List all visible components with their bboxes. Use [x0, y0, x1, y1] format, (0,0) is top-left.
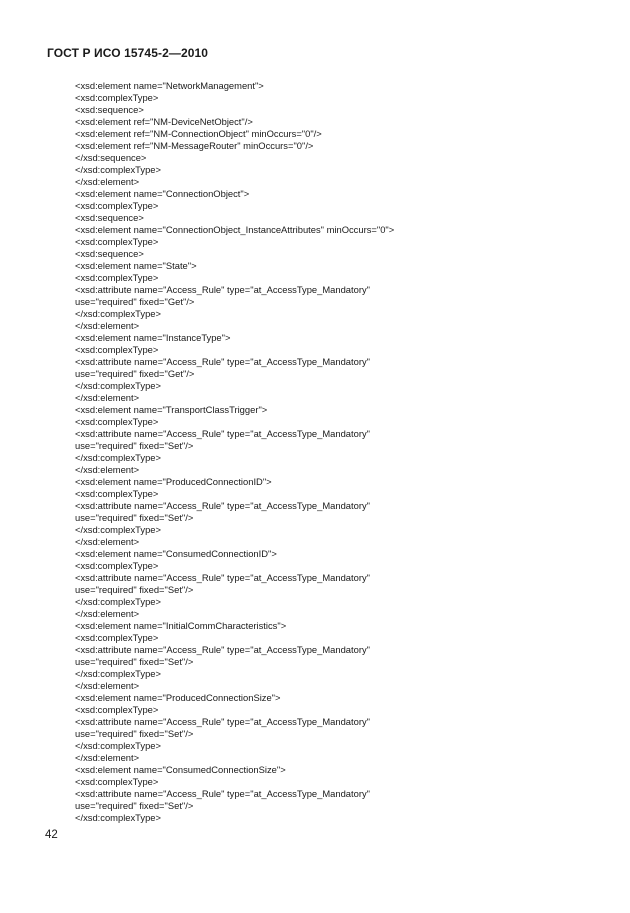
code-line: use="required" fixed="Set"/> — [75, 656, 194, 667]
code-line: <xsd:attribute name="Access_Rule" type="at_AccessType_Mandatory" — [75, 500, 370, 511]
code-line: <xsd:element name="NetworkManagement"> — [75, 80, 264, 91]
code-line: <xsd:complexType> — [75, 416, 159, 427]
code-line: <xsd:element name="InstanceType"> — [75, 332, 231, 343]
code-line: </xsd:complexType> — [75, 740, 161, 751]
code-line: <xsd:attribute name="Access_Rule" type="at_AccessType_Mandatory" — [75, 572, 370, 583]
code-line: use="required" fixed="Set"/> — [75, 440, 194, 451]
code-line: <xsd:complexType> — [75, 632, 159, 643]
code-line: <xsd:element name="ConnectionObject"> — [75, 188, 250, 199]
code-line: <xsd:element ref="NM-ConnectionObject" minOccurs="0"/> — [75, 128, 322, 139]
code-line: <xsd:attribute name="Access_Rule" type="at_AccessType_Mandatory" — [75, 428, 370, 439]
code-line: </xsd:sequence> — [75, 152, 147, 163]
code-line: use="required" fixed="Set"/> — [75, 800, 194, 811]
code-line: <xsd:complexType> — [75, 704, 159, 715]
code-line: <xsd:element name="ConsumedConnectionID"> — [75, 548, 277, 559]
code-line: </xsd:element> — [75, 176, 140, 187]
code-line: <xsd:complexType> — [75, 236, 159, 247]
code-line: </xsd:complexType> — [75, 596, 161, 607]
code-line: </xsd:element> — [75, 752, 140, 763]
code-line: use="required" fixed="Get"/> — [75, 368, 195, 379]
code-line: <xsd:complexType> — [75, 344, 159, 355]
code-line: <xsd:sequence> — [75, 248, 144, 259]
code-line: </xsd:element> — [75, 392, 140, 403]
code-line: <xsd:complexType> — [75, 776, 159, 787]
code-line: </xsd:element> — [75, 680, 140, 691]
code-line: </xsd:complexType> — [75, 380, 161, 391]
code-line: </xsd:complexType> — [75, 812, 161, 823]
code-line: <xsd:sequence> — [75, 212, 144, 223]
code-line: </xsd:complexType> — [75, 452, 161, 463]
code-line: <xsd:attribute name="Access_Rule" type="at_AccessType_Mandatory" — [75, 644, 370, 655]
code-line: </xsd:complexType> — [75, 668, 161, 679]
code-line: </xsd:complexType> — [75, 164, 161, 175]
code-line: <xsd:element ref="NM-MessageRouter" minOccurs="0"/> — [75, 140, 314, 151]
code-line: <xsd:attribute name="Access_Rule" type="at_AccessType_Mandatory" — [75, 284, 370, 295]
code-line: use="required" fixed="Get"/> — [75, 296, 195, 307]
code-line: <xsd:attribute name="Access_Rule" type="at_AccessType_Mandatory" — [75, 356, 370, 367]
code-line: <xsd:complexType> — [75, 560, 159, 571]
code-line: <xsd:sequence> — [75, 104, 144, 115]
code-line: <xsd:element ref="NM-DeviceNetObject"/> — [75, 116, 253, 127]
code-line: use="required" fixed="Set"/> — [75, 728, 194, 739]
code-line: <xsd:element name="ProducedConnectionID"> — [75, 476, 272, 487]
code-line: </xsd:element> — [75, 608, 140, 619]
code-line: use="required" fixed="Set"/> — [75, 512, 194, 523]
code-line: <xsd:element name="ProducedConnectionSize"> — [75, 692, 281, 703]
code-line: use="required" fixed="Set"/> — [75, 584, 194, 595]
code-line: </xsd:complexType> — [75, 308, 161, 319]
code-line: <xsd:element name="InitialCommCharacteristics"> — [75, 620, 287, 631]
page-number: 42 — [45, 829, 58, 841]
code-line: <xsd:complexType> — [75, 92, 159, 103]
code-line: <xsd:attribute name="Access_Rule" type="at_AccessType_Mandatory" — [75, 716, 370, 727]
code-line: <xsd:complexType> — [75, 200, 159, 211]
code-line: <xsd:attribute name="Access_Rule" type="at_AccessType_Mandatory" — [75, 788, 370, 799]
code-line: </xsd:element> — [75, 536, 140, 547]
code-line: <xsd:element name="ConnectionObject_InstanceAttributes" minOccurs="0"> — [75, 224, 395, 235]
code-line: <xsd:complexType> — [75, 488, 159, 499]
code-line: <xsd:element name="ConsumedConnectionSize"> — [75, 764, 286, 775]
code-line: <xsd:element name="State"> — [75, 260, 197, 271]
code-line: <xsd:complexType> — [75, 272, 159, 283]
code-line: </xsd:complexType> — [75, 524, 161, 535]
code-line: </xsd:element> — [75, 464, 140, 475]
code-line: </xsd:element> — [75, 320, 140, 331]
code-line: <xsd:element name="TransportClassTrigger"> — [75, 404, 268, 415]
document-header: ГОСТ Р ИСО 15745-2—2010 — [47, 46, 209, 60]
xsd-code-listing — [75, 80, 394, 824]
